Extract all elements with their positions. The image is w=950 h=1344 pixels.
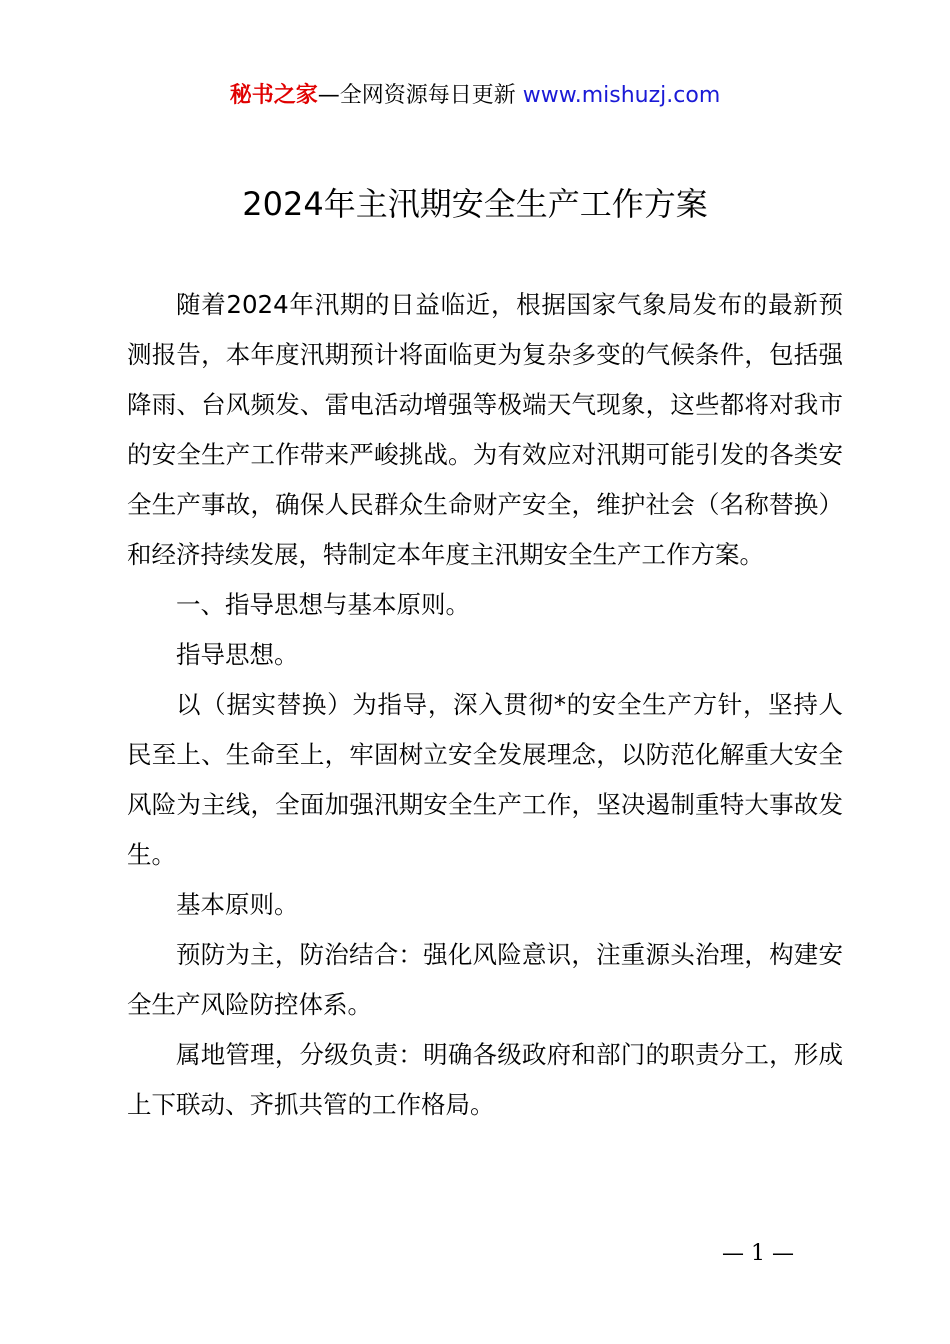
guiding-ideology-paragraph: 以（据实替换）为指导，深入贯彻*的安全生产方针，坚持人民至上、生命至上，牢固树立安全发展理念，以防范化解重大安全风险为主线，全面加强汛期安全生产工作，坚决遏制重特大事故发生。 <box>127 690 843 869</box>
site-url-link[interactable]: www.mishuzj.com <box>522 83 721 108</box>
subheading-guiding-ideology: 指导思想。 <box>176 640 299 669</box>
subheading-basic-principles: 基本原则。 <box>176 890 299 919</box>
principle-territorial-management-paragraph: 属地管理，分级负责：明确各级政府和部门的职责分工，形成上下联动、齐抓共管的工作格局。 <box>127 1040 843 1119</box>
document-body <box>127 280 843 1130</box>
site-banner <box>0 80 950 112</box>
intro-paragraph: 随着2024年汛期的日益临近，根据国家气象局发布的最新预测报告，本年度汛期预计将面临更为复杂多变的气候条件，包括强降雨、台风频发、雷电活动增强等极端天气现象，这些都将对我市的安全生产工作带来严峻挑战。为有效应对汛期可能引发的各类安全生产事故，确保人民群众生命财产安全，维护社会（名称替换）和经济持续发展，特制定本年度主汛期安全生产工作方案。 <box>127 290 843 569</box>
site-brand-name: 秘书之家 <box>229 83 318 108</box>
document-title: 2024年主汛期安全生产工作方案 <box>242 185 708 223</box>
site-slogan: —全网资源每日更新 <box>317 83 523 108</box>
principle-prevention-paragraph: 预防为主，防治结合：强化风险意识，注重源头治理，构建安全生产风险防控体系。 <box>127 940 843 1019</box>
section-heading-guiding-principles: 一、指导思想与基本原则。 <box>176 590 470 619</box>
page-number: — 1 — <box>722 1241 794 1266</box>
